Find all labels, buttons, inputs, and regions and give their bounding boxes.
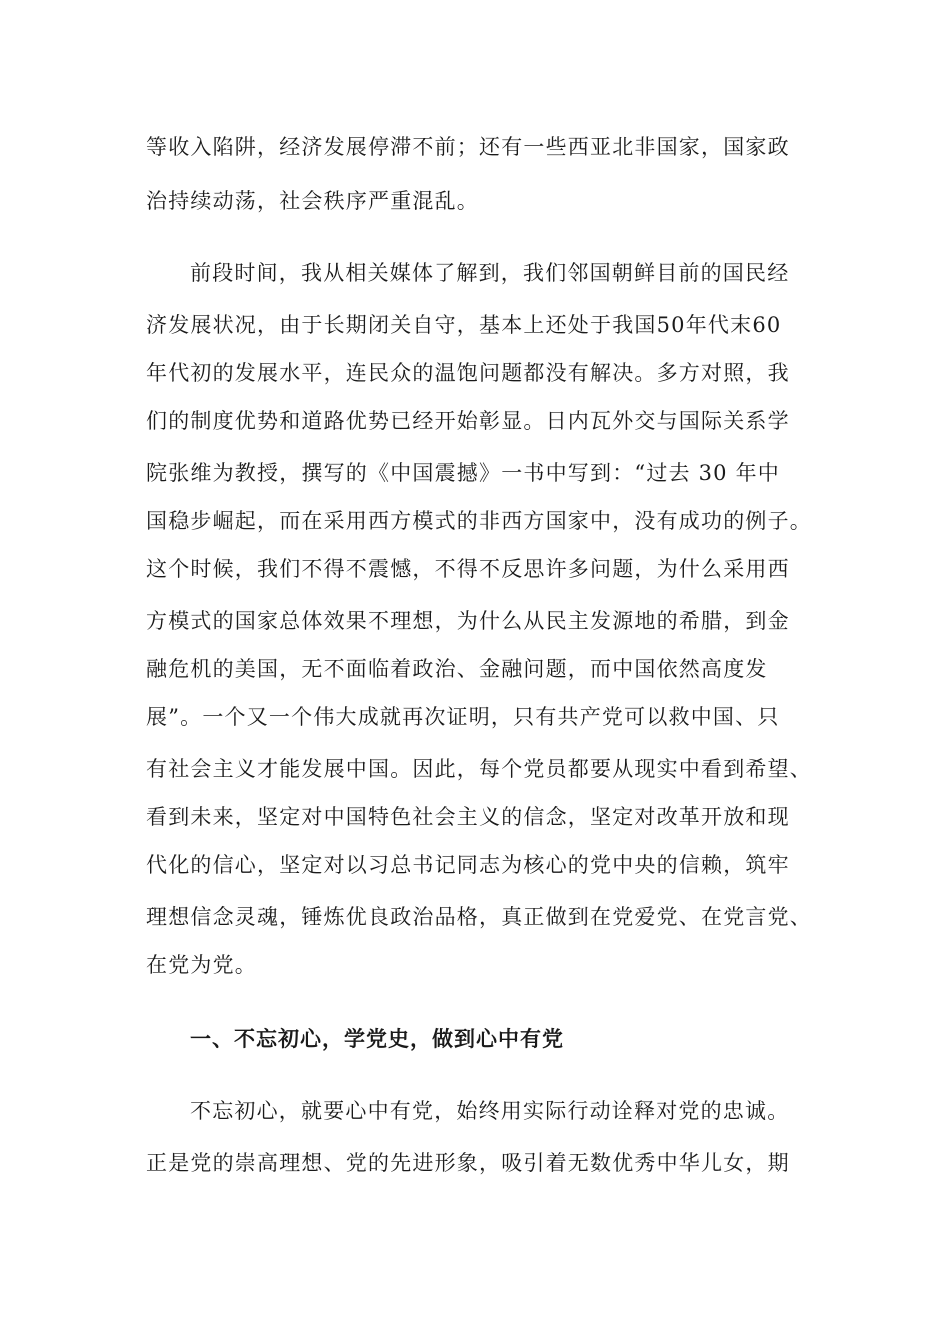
text-line: 方模式的国家总体效果不理想，为什么从民主发源地的希腊，到金 bbox=[146, 609, 790, 633]
section-heading: 一、不忘初心，学党史，做到心中有党 bbox=[190, 1026, 564, 1051]
text-line: 看到未来，坚定对中国特色社会主义的信念，坚定对改革开放和现 bbox=[146, 805, 790, 829]
text-line: 代化的信心，坚定对以习总书记同志为核心的党中央的信赖，筑牢 bbox=[146, 853, 790, 877]
text-line: 国稳步崛起，而在采用西方模式的非西方国家中，没有成功的例子。 bbox=[146, 509, 812, 533]
text-line: 理想信念灵魂，锤炼优良政治品格，真正做到在党爱党、在党言党、 bbox=[146, 905, 812, 929]
text-line: 正是党的崇高理想、党的先进形象，吸引着无数优秀中华儿女，期 bbox=[146, 1151, 790, 1175]
text-line: 治持续动荡，社会秩序严重混乱。 bbox=[146, 189, 479, 213]
text-line: 前段时间，我从相关媒体了解到，我们邻国朝鲜目前的国民经 bbox=[190, 261, 790, 285]
text-line: 们的制度优势和道路优势已经开始彰显。日内瓦外交与国际关系学 bbox=[146, 409, 790, 433]
text-line: 这个时候，我们不得不震憾，不得不反思许多问题，为什么采用西 bbox=[146, 557, 790, 581]
text-line: 有社会主义才能发展中国。因此，每个党员都要从现实中看到希望、 bbox=[146, 757, 812, 781]
text-line: 在党为党。 bbox=[146, 953, 257, 977]
text-line: 济发展状况，由于长期闭关自守，基本上还处于我国50年代末60 bbox=[146, 313, 782, 337]
text-line: 等收入陷阱，经济发展停滞不前；还有一些西亚北非国家，国家政 bbox=[146, 135, 790, 159]
text-line: 展”。一个又一个伟大成就再次证明，只有共产党可以救中国、只 bbox=[146, 705, 780, 729]
text-line: 不忘初心，就要心中有党，始终用实际行动诠释对党的忠诚。 bbox=[190, 1099, 790, 1123]
text-line: 年代初的发展水平，连民众的温饱问题都没有解决。多方对照，我 bbox=[146, 361, 790, 385]
text-line: 融危机的美国，无不面临着政治、金融问题，而中国依然高度发 bbox=[146, 657, 768, 681]
text-line: 院张维为教授，撰写的《中国震撼》一书中写到：“过去 30 年中 bbox=[146, 461, 781, 485]
